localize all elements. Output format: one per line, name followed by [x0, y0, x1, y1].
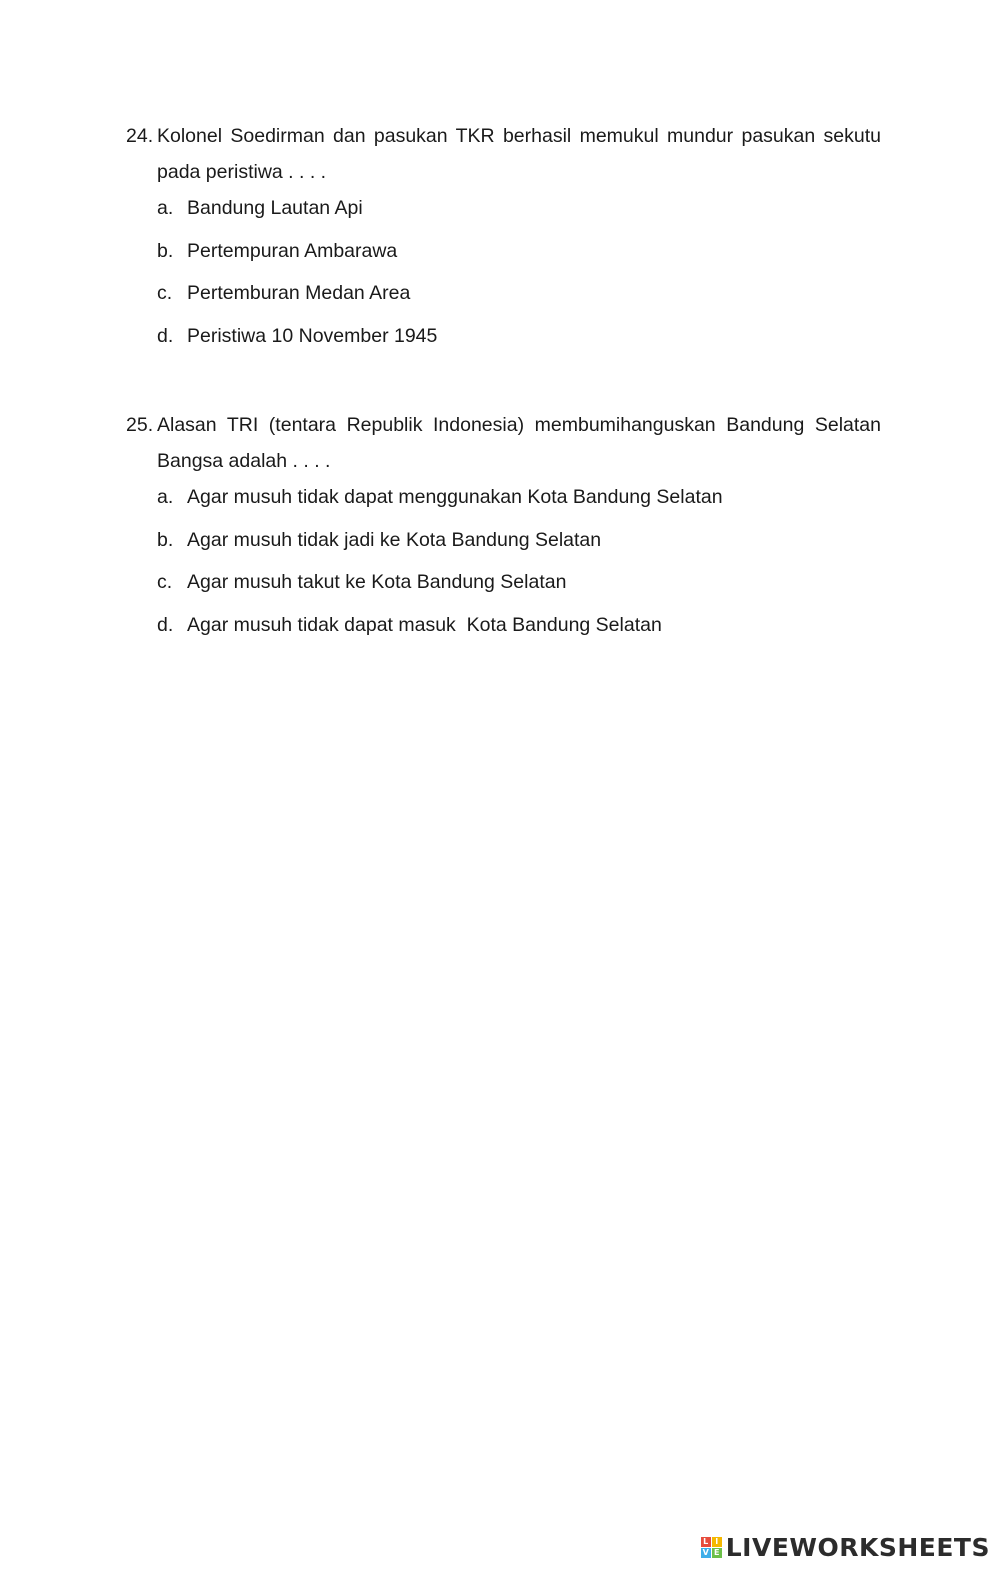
option-text: Agar musuh tidak dapat menggunakan Kota Bandung Selatan	[187, 486, 723, 508]
question-text: Alasan TRI (tentara Republik Indonesia) membumihanguskan Bandung Selatan Bangsa adalah . . . .	[157, 414, 881, 472]
option-letter: a.	[157, 486, 174, 508]
option-letter: b.	[157, 528, 174, 551]
option-b[interactable]	[157, 239, 881, 263]
option-text: Agar musuh tidak dapat masuk Kota Bandung Selatan	[187, 613, 662, 636]
option-text: Peristiwa 10 November 1945	[187, 324, 438, 347]
logo-text: LIVEWORKSHEETS	[725, 1533, 990, 1562]
question-stem	[126, 118, 881, 190]
logo-mark-icon	[701, 1537, 722, 1558]
question-24	[126, 118, 881, 366]
option-a[interactable]	[157, 485, 881, 509]
option-d[interactable]	[157, 613, 881, 637]
question-text: Kolonel Soedirman dan pasukan TKR berhasil memukul mundur pasukan sekutu pada peristiwa . . . .	[157, 125, 881, 183]
option-letter: a.	[157, 197, 174, 219]
question-number: 24.	[126, 125, 154, 147]
logo-mark-tile: I	[712, 1537, 722, 1547]
option-text: Bandung Lautan Api	[187, 197, 363, 219]
question-25	[126, 407, 881, 655]
logo-mark-tile: E	[712, 1548, 722, 1558]
logo-mark-tile: L	[701, 1537, 711, 1547]
option-letter: b.	[157, 239, 174, 262]
options-list	[157, 485, 881, 637]
option-letter: d.	[157, 324, 174, 347]
option-text: Pertemburan Medan Area	[187, 282, 411, 304]
option-text: Pertempuran Ambarawa	[187, 239, 398, 262]
question-stem	[126, 407, 881, 479]
option-c[interactable]	[157, 570, 881, 594]
option-text: Agar musuh tidak jadi ke Kota Bandung Selatan	[187, 528, 602, 551]
option-letter: d.	[157, 613, 174, 636]
liveworksheets-logo	[701, 1533, 990, 1562]
option-c[interactable]	[157, 281, 881, 305]
question-number: 25.	[126, 414, 154, 436]
logo-mark-tile: V	[702, 1548, 709, 1557]
option-letter: c.	[157, 282, 173, 304]
option-text: Agar musuh takut ke Kota Bandung Selatan	[187, 571, 567, 593]
option-letter: c.	[157, 571, 173, 593]
option-d[interactable]	[157, 324, 881, 348]
option-a[interactable]	[157, 196, 881, 220]
options-list	[157, 196, 881, 348]
option-b[interactable]	[157, 528, 881, 552]
